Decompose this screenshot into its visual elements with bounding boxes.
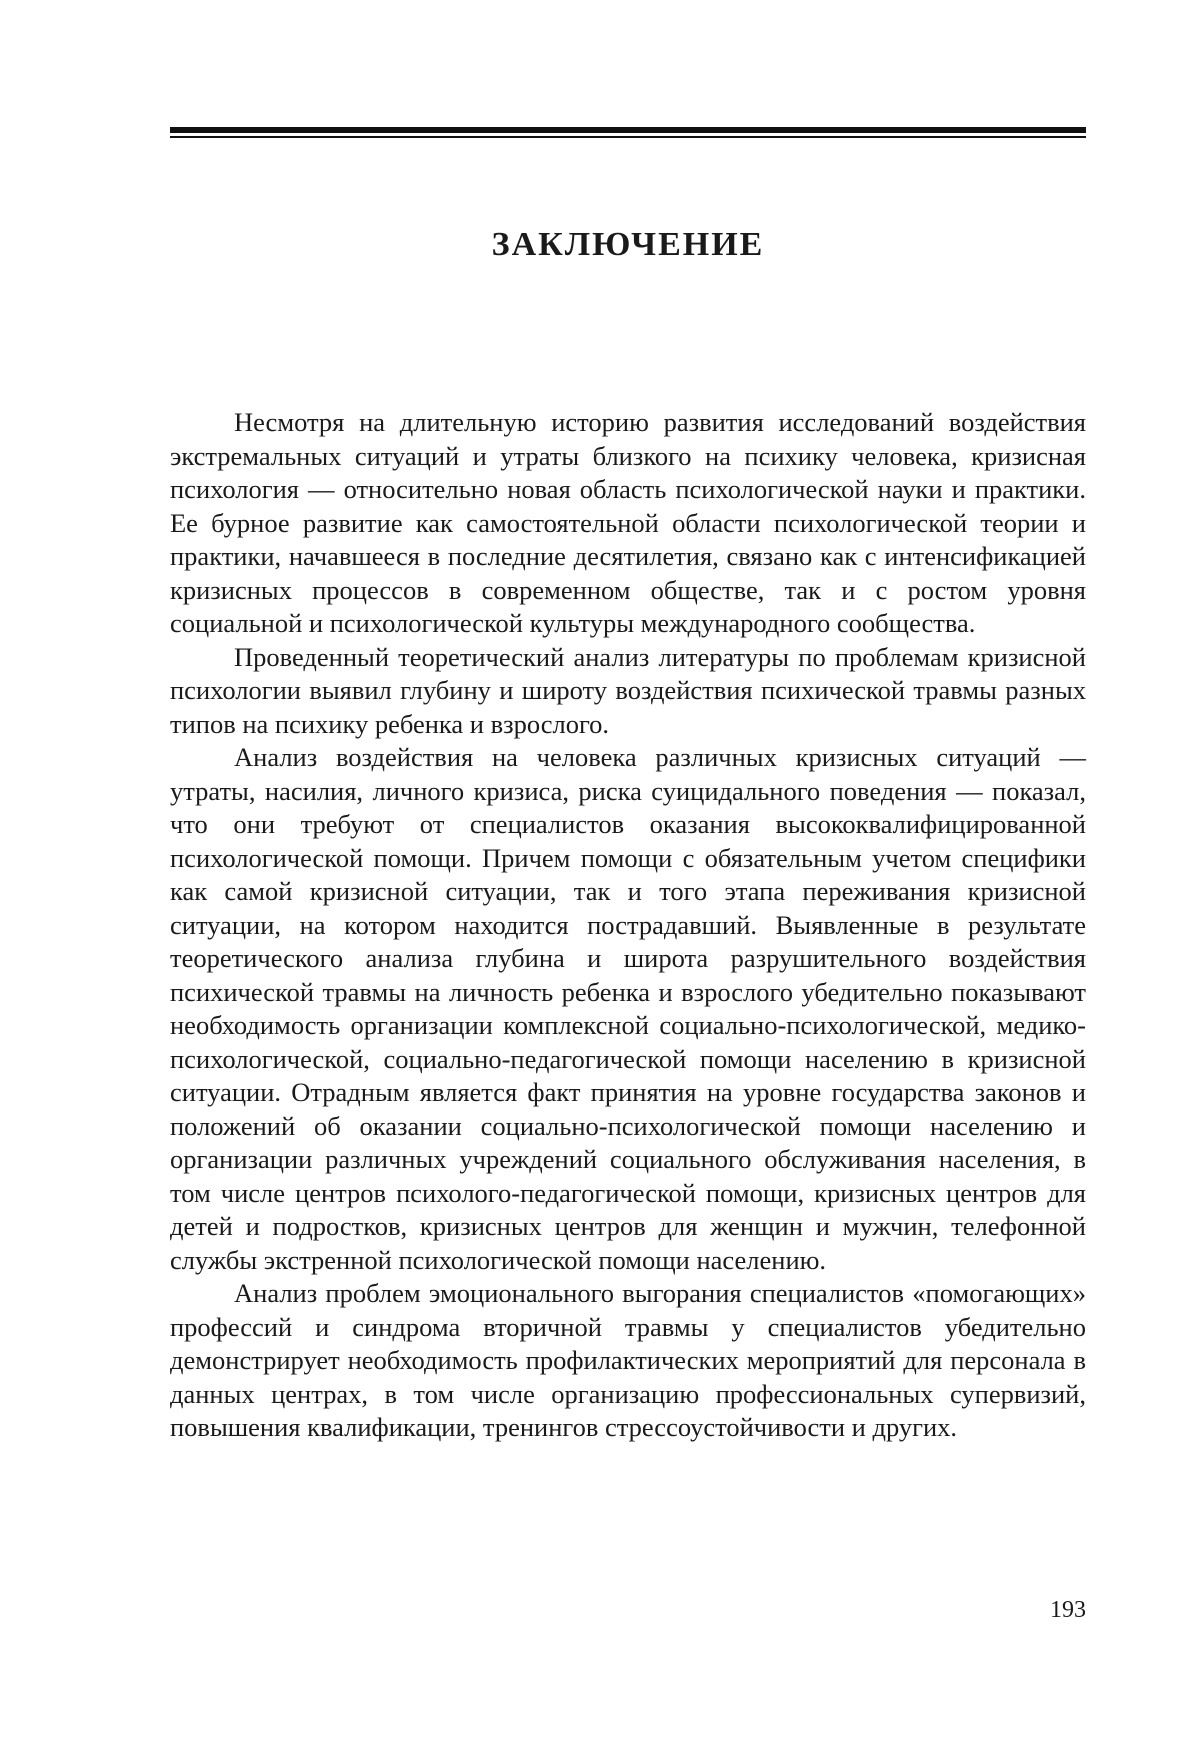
book-page	[0, 0, 1200, 1756]
paragraph-4: Анализ проблем эмоционального выгорания специалистов «помогающих» профессий и синдрома вторичной травмы у специалистов убедительно демонстрирует необходимость профилактических мероприятий для персонала в данных центрах, в том числе организацию профессиональных супервизий, повышения квалификации, тренингов стрессоустойчивости и других.	[170, 1277, 1086, 1445]
header-rule-thin	[170, 136, 1086, 138]
paragraph-1: Несмотря на длительную историю развития исследований воздействия экстремальных ситуаций и утраты близкого на психику человека, кризисная психология — относительно новая область психологической науки и практики. Ее бурное развитие как самостоятельной области психологической теории и практики, начавшееся в последние десятилетия, связано как с интенсификацией кризисных процессов в современном обществе, так и с ростом уровня социальной и психологической культуры международного сообщества.	[170, 406, 1086, 641]
chapter-title: ЗАКЛЮЧЕНИЕ	[170, 226, 1086, 264]
header-double-rule	[170, 127, 1086, 138]
paragraph-2: Проведенный теоретический анализ литературы по проблемам кризисной психологии выявил глубину и широту воздействия психической травмы разных типов на психику ребенка и взрослого.	[170, 641, 1086, 742]
paragraph-3: Анализ воздействия на человека различных кризисных ситуаций — утраты, насилия, личного кризиса, риска суицидального поведения — показал, что они требуют от специалистов оказания высококвалифицированной психологической помощи. Причем помощи с обязательным учетом специфики как самой кризисной ситуации, так и того этапа переживания кризисной ситуации, на котором находится пострадавший. Выявленные в результате теоретического анализа глубина и широта разрушительного воздействия психической травмы на личность ребенка и взрослого убедительно показывают необходимость организации комплексной социально-психологической, медико-психологической, социально-педагогической помощи населению в кризисной ситуации. Отрадным является факт принятия на уровне государства законов и положений об оказании социально-психологической помощи населению и организации различных учреждений социального обслуживания населения, в том числе центров психолого-педагогической помощи, кризисных центров для детей и подростков, кризисных центров для женщин и мужчин, телефонной службы экстренной психологической помощи населению.	[170, 741, 1086, 1277]
page-number: 193	[1050, 1597, 1086, 1624]
header-rule-thick	[170, 127, 1086, 133]
conclusion-body	[170, 406, 1086, 1445]
